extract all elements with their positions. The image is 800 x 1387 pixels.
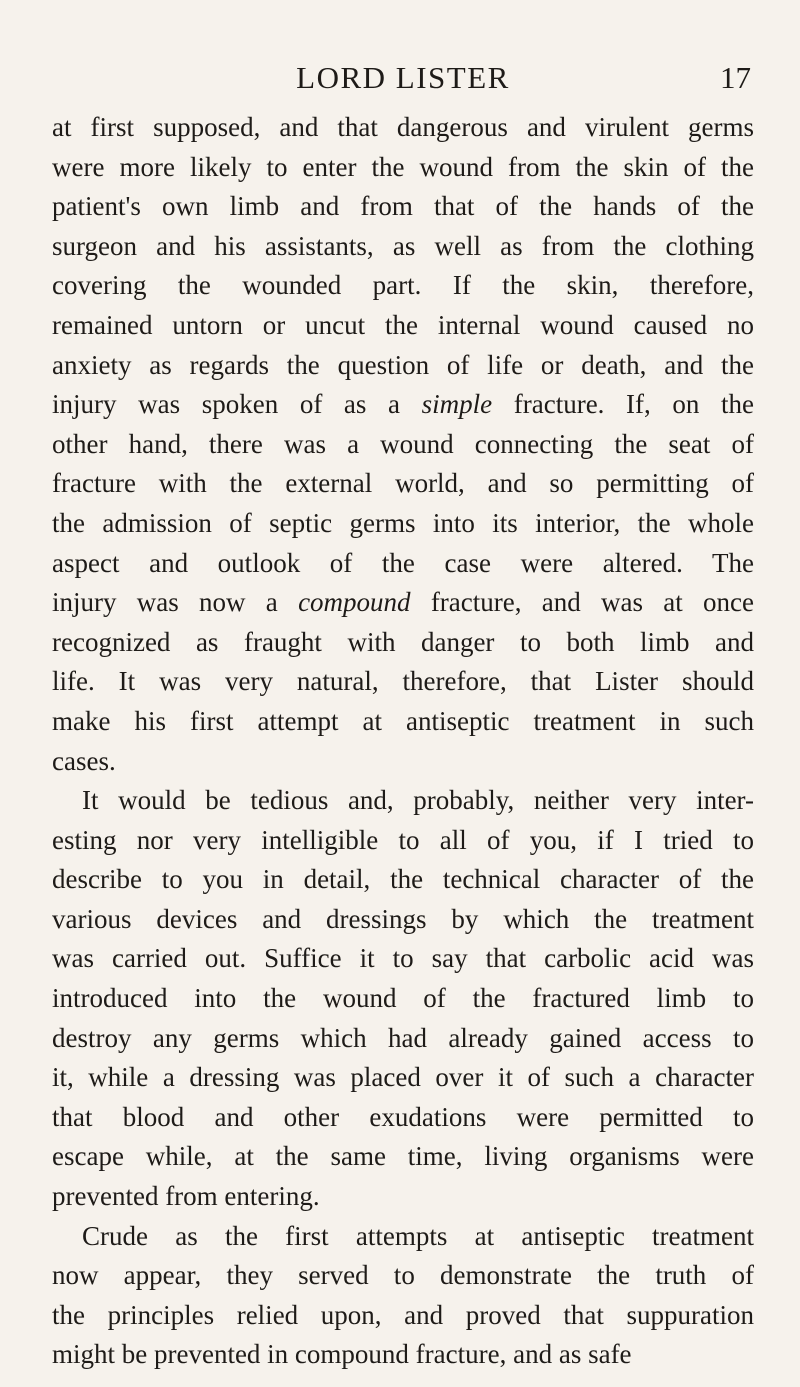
text-line	[52, 1058, 754, 1098]
text-line	[52, 1019, 754, 1059]
text-segment: anxiety as regards the question of life or death, and the	[52, 349, 754, 380]
text-line	[52, 583, 754, 623]
text-line	[52, 623, 754, 663]
text-segment: fracture, and was at once	[410, 587, 754, 618]
text-segment: might be prevented in compound fracture, and as safe	[52, 1339, 632, 1370]
text-segment: was carried out. Suffice it to say that carbolic acid was	[52, 943, 754, 974]
text-segment: escape while, at the same time, living organisms were	[52, 1141, 754, 1172]
text-segment: at first supposed, and that dangerous and virulent germs	[52, 112, 754, 142]
text-segment: remained untorn or uncut the internal wound caused no	[52, 309, 754, 340]
text-line	[52, 662, 754, 702]
text-segment: destroy any germs which had already gained access to	[52, 1022, 754, 1053]
text-segment: life. It was very natural, therefore, that Lister should	[52, 666, 754, 697]
text-segment: injury was now a	[52, 587, 299, 618]
text-line	[52, 939, 754, 979]
running-title: LORD LISTER	[296, 60, 510, 95]
text-line	[52, 148, 754, 188]
text-line	[52, 1098, 754, 1138]
text-segment: aspect and outlook of the case were altered. The	[52, 547, 754, 578]
page-number: 17	[720, 60, 751, 95]
text-line	[52, 900, 754, 940]
text-line	[52, 266, 754, 306]
text-line	[52, 504, 754, 544]
text-line	[52, 1256, 754, 1296]
text-segment: now appear, they served to demonstrate the truth of	[52, 1260, 754, 1291]
text-segment: esting nor very intelligible to all of you, if I tried to	[52, 824, 754, 855]
text-segment: covering the wounded part. If the skin, therefore,	[52, 270, 754, 301]
text-segment: It would be tedious and, probably, neither very inter-	[82, 785, 754, 816]
paragraph	[52, 108, 754, 781]
text-segment: various devices and dressings by which the treatment	[52, 903, 754, 934]
text-line	[52, 1217, 754, 1257]
text-line	[52, 1137, 754, 1177]
text-line	[52, 346, 754, 386]
text-line	[52, 742, 754, 782]
text-segment: describe to you in detail, the technical character of the	[52, 864, 754, 895]
text-segment: prevented from entering.	[52, 1181, 320, 1212]
text-line	[52, 821, 754, 861]
text-segment: it, while a dressing was placed over it of such a character	[52, 1062, 754, 1093]
text-segment: surgeon and his assistants, as well as from the clothing	[52, 230, 754, 261]
text-segment: injury was spoken of as a	[52, 389, 422, 420]
body-text	[52, 108, 754, 1375]
text-line	[52, 1177, 754, 1217]
text-line	[52, 1296, 754, 1336]
text-segment: the principles relied upon, and proved that suppuration	[52, 1299, 754, 1330]
text-segment: patient's own limb and from that of the hands of the	[52, 191, 754, 222]
text-line	[52, 979, 754, 1019]
text-segment: Crude as the first attempts at antiseptic treatment	[82, 1220, 754, 1251]
text-line	[52, 860, 754, 900]
italic-term: simple	[421, 389, 493, 420]
text-line	[52, 781, 754, 821]
text-line	[52, 187, 754, 227]
text-segment: make his first attempt at antiseptic treatment in such	[52, 705, 754, 736]
paragraph	[52, 1217, 754, 1375]
text-segment: were more likely to enter the wound from the skin of the	[52, 151, 754, 182]
paragraph	[52, 781, 754, 1217]
text-line	[52, 306, 754, 346]
italic-term: compound	[298, 587, 411, 618]
text-line	[52, 108, 754, 148]
text-line	[52, 227, 754, 267]
text-line	[52, 544, 754, 584]
text-line	[52, 385, 754, 425]
text-segment: introduced into the wound of the fractured limb to	[52, 983, 754, 1014]
text-line	[52, 464, 754, 504]
text-segment: other hand, there was a wound connecting the seat of	[52, 428, 754, 459]
text-segment: recognized as fraught with danger to both limb and	[52, 626, 754, 657]
text-segment: fracture with the external world, and so permitting of	[52, 468, 754, 499]
text-line	[52, 425, 754, 465]
text-segment: that blood and other exudations were permitted to	[52, 1101, 754, 1132]
text-segment: cases.	[52, 745, 116, 776]
text-segment: the admission of septic germs into its interior, the whole	[52, 507, 754, 538]
text-line	[52, 702, 754, 742]
text-line	[52, 1335, 754, 1375]
running-head	[52, 58, 754, 108]
text-segment: fracture. If, on the	[492, 389, 754, 420]
